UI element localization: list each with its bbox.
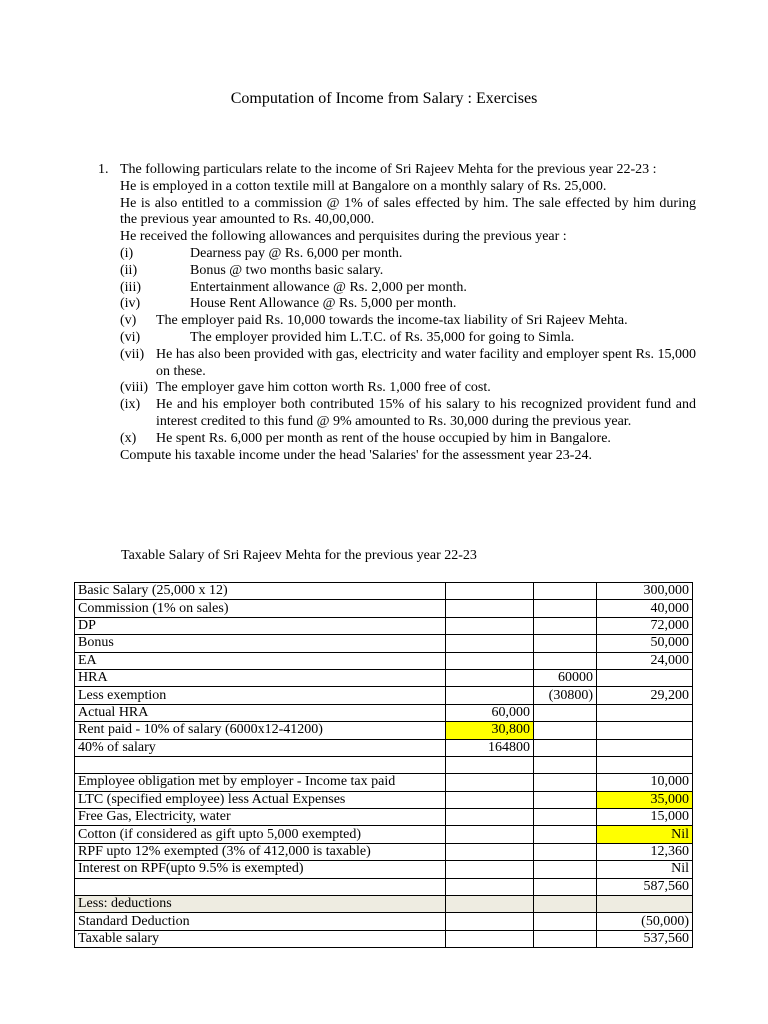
cell-value bbox=[597, 739, 693, 756]
cell-value bbox=[446, 756, 534, 773]
item-marker: (vii) bbox=[120, 346, 145, 362]
row-label: EA bbox=[75, 652, 446, 669]
row-label: Taxable salary bbox=[75, 930, 446, 947]
table-caption: Taxable Salary of Sri Rajeev Mehta for the previous year 22-23 bbox=[121, 548, 477, 563]
cell-value bbox=[446, 878, 534, 895]
item-text: The employer paid Rs. 10,000 towards the income-tax liability of Sri Rajeev Mehta. bbox=[156, 313, 628, 329]
cell-value bbox=[534, 617, 597, 634]
row-label: Commission (1% on sales) bbox=[75, 600, 446, 617]
table-row-section-header bbox=[75, 896, 693, 913]
cell-value: 29,200 bbox=[597, 687, 693, 704]
cell-value bbox=[446, 896, 534, 913]
cell-value: 587,560 bbox=[597, 878, 693, 895]
cell-value bbox=[534, 704, 597, 721]
list-item bbox=[120, 347, 696, 381]
list-item bbox=[120, 313, 696, 330]
cell-value: 50,000 bbox=[597, 635, 693, 652]
table-row bbox=[75, 635, 693, 652]
row-label: LTC (specified employee) less Actual Expenses bbox=[75, 791, 446, 808]
row-label: 40% of salary bbox=[75, 739, 446, 756]
list-item bbox=[120, 431, 696, 448]
table-row bbox=[75, 791, 693, 808]
list-item bbox=[120, 246, 696, 263]
table-row bbox=[75, 600, 693, 617]
item-text: Entertainment allowance @ Rs. 2,000 per month. bbox=[190, 279, 467, 295]
table-row bbox=[75, 809, 693, 826]
cell-value: 12,360 bbox=[597, 843, 693, 860]
row-label: Interest on RPF(upto 9.5% is exempted) bbox=[75, 861, 446, 878]
row-label bbox=[75, 756, 446, 773]
row-label: Cotton (if considered as gift upto 5,000 exempted) bbox=[75, 826, 446, 843]
cell-value bbox=[534, 652, 597, 669]
item-marker: (x) bbox=[120, 430, 137, 446]
item-text: House Rent Allowance @ Rs. 5,000 per month. bbox=[190, 296, 457, 312]
row-label: Basic Salary (25,000 x 12) bbox=[75, 583, 446, 600]
cell-value: 537,560 bbox=[597, 930, 693, 947]
table-row bbox=[75, 722, 693, 739]
problem-body bbox=[120, 162, 696, 464]
cell-value bbox=[534, 843, 597, 860]
table-row bbox=[75, 652, 693, 669]
problem-number: 1. bbox=[98, 162, 109, 177]
item-text: He and his employer both contributed 15% of his salary to his recognized provident fund and interest credited to this fund @ 9% amounted to Rs. 30,000 during the previous year. bbox=[156, 397, 696, 429]
item-marker: (v) bbox=[120, 313, 137, 329]
list-item bbox=[120, 397, 696, 431]
cell-value bbox=[534, 722, 597, 739]
table-row bbox=[75, 861, 693, 878]
list-item bbox=[120, 280, 696, 297]
cell-value bbox=[597, 896, 693, 913]
table-row bbox=[75, 669, 693, 686]
item-marker: (iii) bbox=[120, 279, 141, 295]
cell-value bbox=[446, 669, 534, 686]
row-label: Employee obligation met by employer - Income tax paid bbox=[75, 774, 446, 791]
table-row-spacer bbox=[75, 756, 693, 773]
cell-value bbox=[534, 913, 597, 930]
table-row bbox=[75, 826, 693, 843]
cell-value bbox=[446, 843, 534, 860]
item-marker: (ix) bbox=[120, 397, 141, 413]
row-label: RPF upto 12% exempted (3% of 412,000 is taxable) bbox=[75, 843, 446, 860]
row-label: HRA bbox=[75, 669, 446, 686]
cell-value: 164800 bbox=[446, 739, 534, 756]
item-text: Dearness pay @ Rs. 6,000 per month. bbox=[190, 245, 403, 261]
table-row-total bbox=[75, 930, 693, 947]
item-marker: (ii) bbox=[120, 262, 138, 278]
cell-value: 15,000 bbox=[597, 809, 693, 826]
list-item bbox=[120, 263, 696, 280]
cell-value bbox=[446, 861, 534, 878]
salary-table bbox=[74, 582, 693, 948]
list-item bbox=[120, 330, 696, 347]
item-text: Bonus @ two months basic salary. bbox=[190, 262, 384, 278]
cell-value: 60000 bbox=[534, 669, 597, 686]
cell-value bbox=[534, 861, 597, 878]
highlighted-cell-value: Nil bbox=[597, 826, 693, 843]
cell-value: 10,000 bbox=[597, 774, 693, 791]
cell-value bbox=[534, 930, 597, 947]
cell-value: (30800) bbox=[534, 687, 597, 704]
cell-value bbox=[534, 583, 597, 600]
cell-value bbox=[534, 878, 597, 895]
cell-value: 60,000 bbox=[446, 704, 534, 721]
cell-value bbox=[534, 600, 597, 617]
cell-value bbox=[597, 669, 693, 686]
cell-value: 72,000 bbox=[597, 617, 693, 634]
closing-line: Compute his taxable income under the head 'Salaries' for the assessment year 23-24. bbox=[120, 447, 592, 463]
row-label: Actual HRA bbox=[75, 704, 446, 721]
item-marker: (viii) bbox=[120, 380, 148, 396]
problem-1 bbox=[98, 162, 696, 464]
cell-value bbox=[446, 826, 534, 843]
table-row-subtotal bbox=[75, 878, 693, 895]
intro-line: The following particulars relate to the income of Sri Rajeev Mehta for the previous year 22-23 : bbox=[120, 162, 657, 177]
cell-value bbox=[597, 756, 693, 773]
cell-value bbox=[534, 774, 597, 791]
cell-value bbox=[446, 583, 534, 600]
cell-value bbox=[446, 913, 534, 930]
cell-value bbox=[534, 756, 597, 773]
cell-value bbox=[534, 896, 597, 913]
cell-value bbox=[534, 791, 597, 808]
item-marker: (iv) bbox=[120, 296, 141, 312]
item-text: The employer gave him cotton worth Rs. 1,000 free of cost. bbox=[156, 380, 491, 396]
table-row bbox=[75, 739, 693, 756]
cell-value bbox=[534, 809, 597, 826]
item-marker: (vi) bbox=[120, 329, 141, 345]
row-label: Rent paid - 10% of salary (6000x12-41200) bbox=[75, 722, 446, 739]
item-text: He has also been provided with gas, electricity and water facility and employer spent Rs. 15,000 on these. bbox=[156, 346, 696, 379]
cell-value bbox=[597, 722, 693, 739]
table-row bbox=[75, 617, 693, 634]
row-label: Free Gas, Electricity, water bbox=[75, 809, 446, 826]
table-row bbox=[75, 583, 693, 600]
cell-value bbox=[446, 635, 534, 652]
table-row bbox=[75, 687, 693, 704]
cell-value bbox=[446, 687, 534, 704]
table-row bbox=[75, 843, 693, 860]
row-label: Bonus bbox=[75, 635, 446, 652]
cell-value bbox=[446, 930, 534, 947]
cell-value bbox=[446, 791, 534, 808]
highlighted-cell-value: 35,000 bbox=[597, 791, 693, 808]
cell-value: 300,000 bbox=[597, 583, 693, 600]
row-label: Less exemption bbox=[75, 687, 446, 704]
table-row bbox=[75, 704, 693, 721]
cell-value: 24,000 bbox=[597, 652, 693, 669]
row-label bbox=[75, 878, 446, 895]
intro-line: He received the following allowances and perquisites during the previous year : bbox=[120, 229, 567, 245]
cell-value: 40,000 bbox=[597, 600, 693, 617]
cell-value bbox=[534, 739, 597, 756]
row-label: Standard Deduction bbox=[75, 913, 446, 930]
page-title: Computation of Income from Salary : Exercises bbox=[230, 90, 538, 107]
cell-value bbox=[446, 617, 534, 634]
cell-value bbox=[534, 635, 597, 652]
cell-value: (50,000) bbox=[597, 913, 693, 930]
item-marker: (i) bbox=[120, 245, 134, 261]
cell-value bbox=[446, 809, 534, 826]
highlighted-cell-value: 30,800 bbox=[446, 722, 534, 739]
cell-value bbox=[597, 704, 693, 721]
list-item bbox=[120, 380, 696, 397]
table-row bbox=[75, 913, 693, 930]
item-text: The employer provided him L.T.C. of Rs. 35,000 for going to Simla. bbox=[190, 329, 575, 345]
cell-value bbox=[446, 652, 534, 669]
cell-value bbox=[446, 774, 534, 791]
item-text: He spent Rs. 6,000 per month as rent of the house occupied by him in Bangalore. bbox=[156, 430, 611, 446]
row-label: Less: deductions bbox=[75, 896, 446, 913]
cell-value bbox=[446, 600, 534, 617]
cell-value bbox=[534, 826, 597, 843]
cell-value: Nil bbox=[597, 861, 693, 878]
table-row bbox=[75, 774, 693, 791]
intro-line: He is employed in a cotton textile mill at Bangalore on a monthly salary of Rs. 25,000. bbox=[120, 178, 607, 194]
intro-line: He is also entitled to a commission @ 1% of sales effected by him. The sale effected by him during the previous year amounted to Rs. 40,00,000. bbox=[120, 195, 696, 228]
list-item bbox=[120, 296, 696, 313]
row-label: DP bbox=[75, 617, 446, 634]
